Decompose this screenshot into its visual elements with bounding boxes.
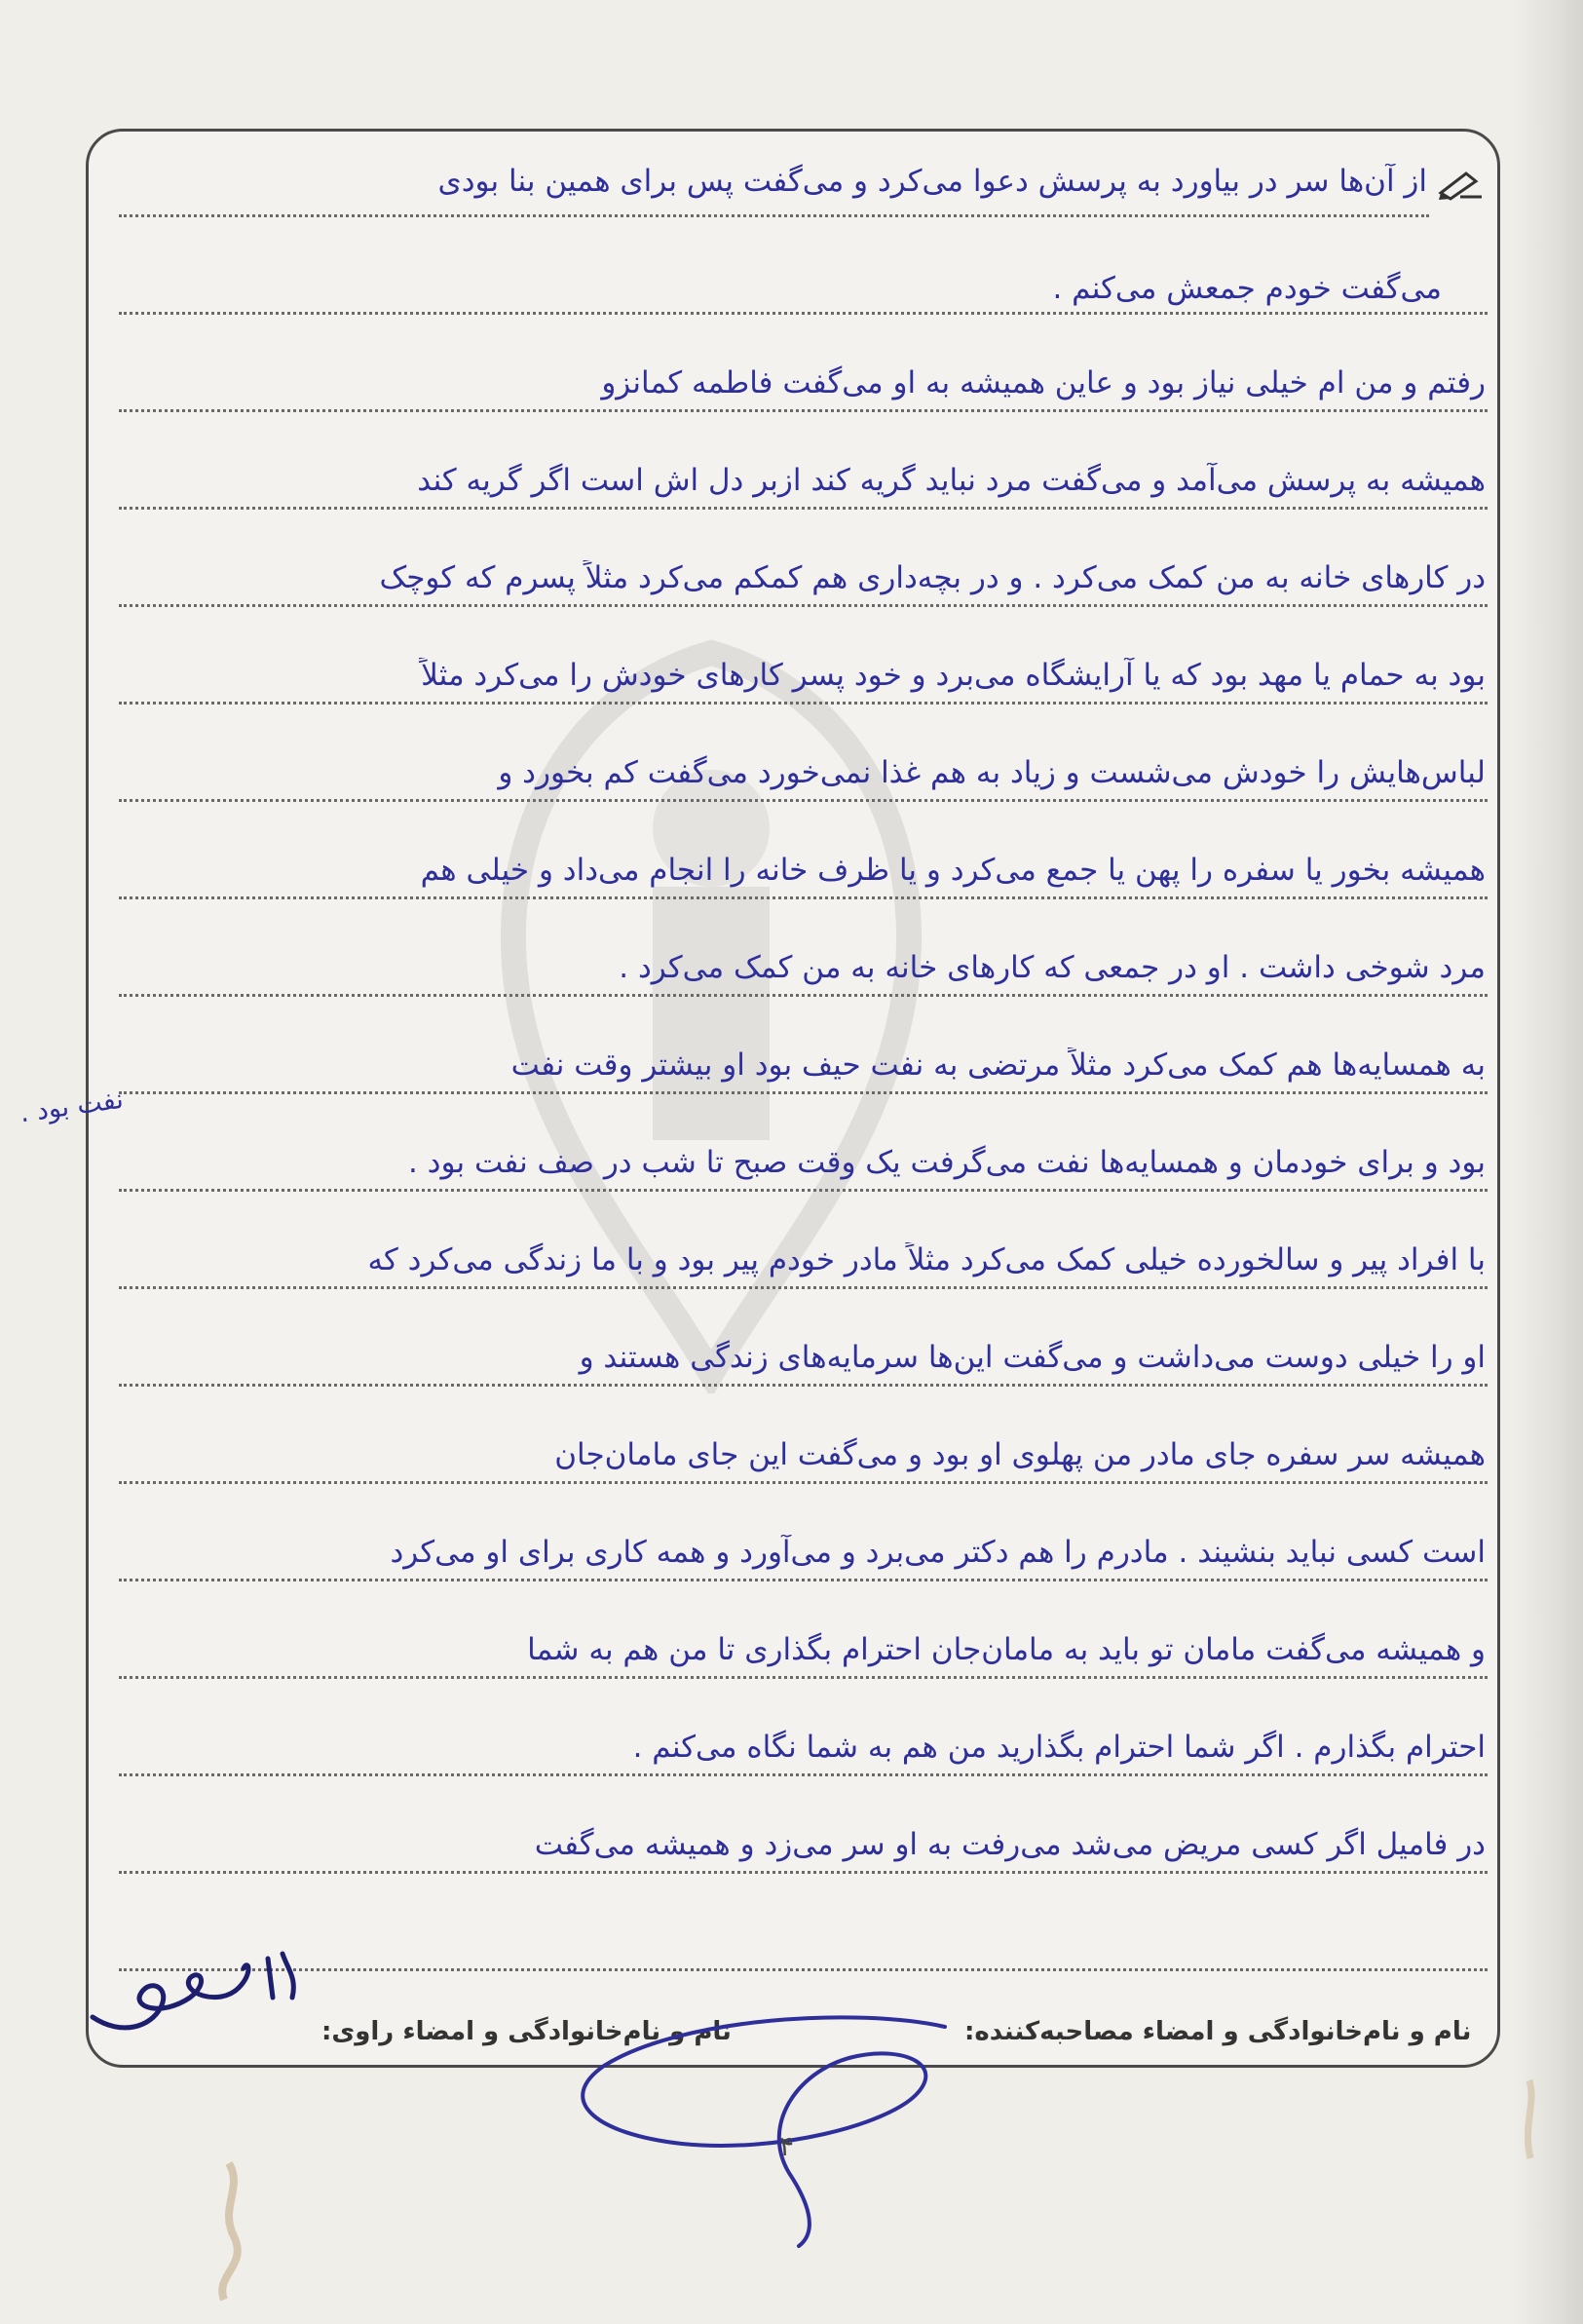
ruled-line [119, 1676, 1488, 1679]
text-line: همیشه به پرسش می‌آمد و می‌گفت مرد نباید گریه کند ازبر دل اش است اگر گریه کند [417, 463, 1486, 498]
text-line: احترام بگذارم . اگر شما احترام بگذارید من هم به شما نگاه می‌کنم . [632, 1730, 1486, 1765]
text-line: است کسی نباید بنشیند . مادرم را هم دکتر می‌برد و می‌آورد و همه کاری برای او می‌کرد [390, 1535, 1486, 1570]
interviewer-signature [565, 2007, 974, 2251]
text-line: لباس‌هایش را خودش می‌شست و زیاد به هم غذا نمی‌خورد می‌گفت کم بخورد و [498, 755, 1486, 790]
paper-stain [1515, 2076, 1544, 2163]
watermark-emblem [458, 633, 964, 1393]
interviewer-signature-label: نام و نام‌خانوادگی و امضاء مصاحبه‌کننده: [964, 2017, 1472, 2046]
ruled-line [119, 1286, 1488, 1289]
text-line: رفتم و من ام خیلی نیاز بود و عاین همیشه به او می‌گفت فاطمه کمانزو [601, 365, 1486, 400]
text-line: به همسایه‌ها هم کمک می‌کرد مثلاً مرتضی به نفت حیف بود او بیشتر وقت نفت [510, 1048, 1486, 1083]
ruled-line [119, 604, 1488, 607]
ruled-line [119, 1481, 1488, 1484]
text-line: مرد شوخی داشت . او در جمعی که کارهای خانه به من کمک می‌کرد . [619, 950, 1486, 985]
text-line: از آن‌ها سر در بیاورد به پرسش دعوا می‌کرد و می‌گفت پس برای همین بنا بودی [437, 164, 1427, 199]
text-line: همیشه سر سفره جای مادر من پهلوی او بود و می‌گفت این جای مامان‌جان [554, 1437, 1486, 1472]
text-line: همیشه بخور یا سفره را پهن یا جمع می‌کرد و یا ظرف خانه را انجام می‌داد و خیلی هم [420, 853, 1486, 888]
ruled-line [119, 1968, 1488, 1971]
ruled-line [119, 1579, 1488, 1581]
ruled-line [119, 799, 1488, 802]
text-line: با افراد پیر و سالخورده خیلی کمک می‌کرد مثلاً مادر خودم پیر بود و با ما زندگی می‌کرد که [367, 1242, 1486, 1277]
ruled-line [119, 1189, 1488, 1192]
ruled-line [119, 409, 1488, 412]
narrator-signature [83, 1939, 317, 2056]
ruled-line [119, 1871, 1488, 1874]
ruled-line [119, 507, 1488, 510]
narrator-signature-label: نام و نام‌خانوادگی و امضاء راوی: [321, 2017, 732, 2046]
page-number: ۴ [779, 2130, 795, 2162]
ruled-line [119, 1773, 1488, 1776]
ruled-line [119, 1384, 1488, 1387]
ruled-line [119, 1091, 1488, 1094]
ruled-line [119, 702, 1488, 705]
text-line: بود و برای خودمان و همسایه‌ها نفت می‌گرفت یک وقت صبح تا شب در صف نفت بود . [407, 1145, 1486, 1180]
ruled-line [119, 896, 1488, 899]
ruled-line [119, 312, 1488, 315]
text-line: بود به حمام یا مهد بود که یا آرایشگاه می‌برد و خود پسر کارهای خودش را می‌کرد مثلاً [421, 658, 1486, 693]
paper-stain [195, 2158, 263, 2305]
text-line: می‌گفت خودم جمعش می‌کنم . [1052, 271, 1442, 306]
text-line: او را خیلی دوست می‌داشت و می‌گفت این‌ها سرمایه‌های زندگی هستند و [579, 1340, 1486, 1375]
margin-note: نفت بود . [18, 1084, 126, 1129]
text-line: و همیشه می‌گفت مامان تو باید به مامان‌جان احترام بگذاری تا من هم به شما [527, 1632, 1486, 1667]
ruled-line [119, 214, 1429, 217]
ruled-line [119, 994, 1488, 997]
text-line: در کارهای خانه به من کمک می‌کرد . و در بچه‌داری هم کمکم می‌کرد مثلاً پسرم که کوچک [379, 560, 1486, 595]
text-line: در فامیل اگر کسی مریض می‌شد می‌رفت به او سر می‌زد و همیشه می‌گفت [534, 1827, 1486, 1862]
page-edge [1515, 0, 1583, 2324]
pen-icon [1437, 168, 1484, 201]
